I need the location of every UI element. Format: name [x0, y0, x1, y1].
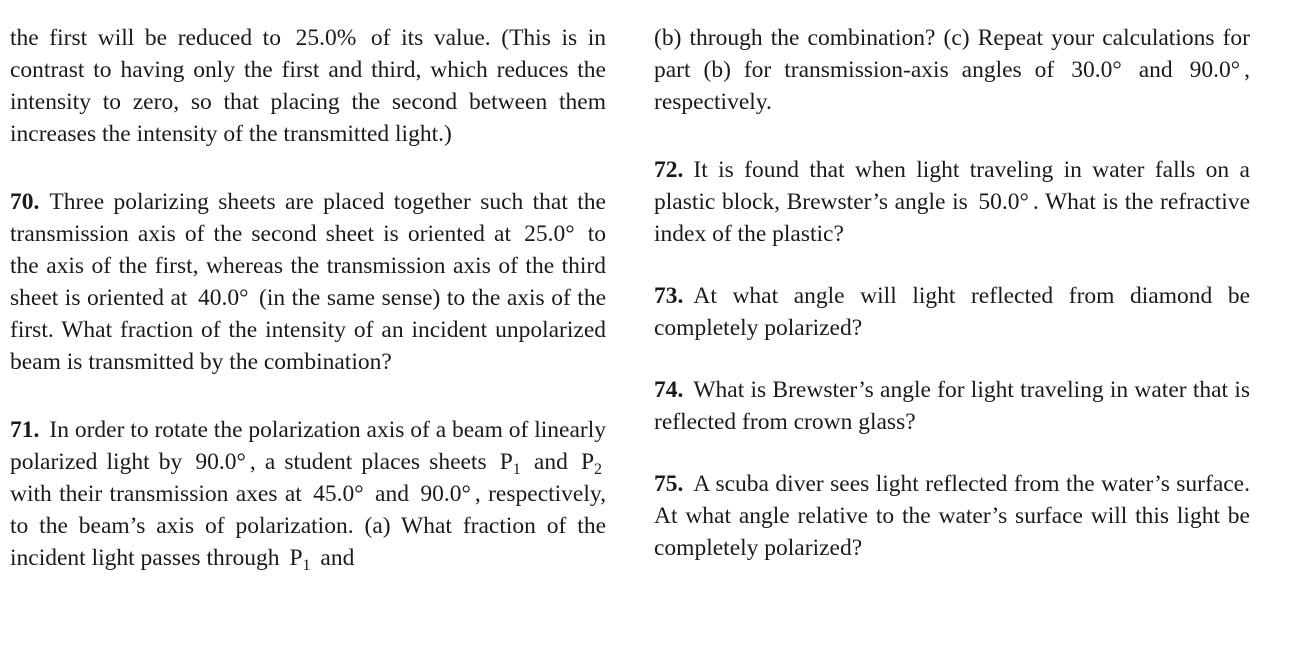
text: to the axis of the first, whereas the transmission axis of the third sheet is oriented at [10, 221, 606, 311]
text: At what angle will light reflected from diamond be completely polarized? [654, 283, 1250, 341]
text: and [375, 481, 409, 507]
text: Three polarizing sheets are placed together such that the transmission axis of the second sheet is oriented at [10, 189, 606, 247]
text: and [533, 449, 568, 475]
text: What is Brewster’s angle for light traveling in water that is reflected from crown glass? [654, 377, 1250, 435]
math-value: 90.0° [420, 481, 471, 507]
text: and [1138, 57, 1173, 83]
right-column [654, 22, 1250, 564]
math-value: 45.0° [313, 481, 364, 507]
problem-number: 70. [10, 189, 40, 215]
math-value: 50.0° [978, 189, 1029, 215]
math-value: 25.0% [295, 25, 357, 51]
text: the first will be reduced to [10, 25, 281, 51]
text: . What is the refractive index of the plastic? [654, 189, 1251, 247]
text: , respectively. [654, 57, 1251, 115]
text: of its value. (This is in contrast to having only the first and third, which reduces the intensity to zero, so that placing the second between them increases the intensity of the transmitted light.) [10, 25, 607, 147]
sheet-p1: $P_1$ [289, 545, 311, 574]
left-column [10, 22, 606, 574]
problem-number: 75. [654, 471, 684, 497]
problem-71 [10, 414, 606, 574]
sheet-p1: $P_1$ [499, 449, 521, 478]
problem-75 [654, 468, 1250, 564]
math-value: 25.0° [524, 221, 575, 247]
text: It is found that when light traveling in water falls on a plastic block, Brewster’s angle is [654, 157, 1250, 215]
text: , a student places sheets [249, 449, 487, 475]
problem-70 [10, 186, 606, 378]
text: with their transmission axes at [10, 481, 302, 507]
math-value: 40.0° [197, 285, 249, 311]
text: In order to rotate the polarization axis of a beam of linearly polarized light by [10, 417, 606, 475]
problem-number: 73. [654, 283, 684, 309]
problem-number: 72. [654, 157, 684, 183]
text: , respectively, to the beam’s axis of polarization. (a) What fraction of the incident light passes through [10, 481, 606, 571]
problem-71-continuation [654, 22, 1250, 118]
text: A scuba diver sees light reflected from the water’s surface. At what angle relative to the water’s surface will this light be completely polarized? [654, 471, 1250, 561]
problem-73 [654, 280, 1250, 344]
problem-74 [654, 374, 1250, 438]
paragraph-continuation [10, 22, 606, 150]
text: and [320, 545, 355, 571]
problem-number: 71. [10, 417, 40, 443]
text: (b) through the combination? (c) Repeat your calculations for part (b) for transmission-axis angles of [654, 25, 1250, 83]
math-value: 90.0° [1189, 57, 1241, 83]
problem-72 [654, 154, 1250, 250]
math-value: 30.0° [1071, 57, 1122, 83]
problem-number: 74. [654, 377, 684, 403]
math-value: 90.0° [195, 449, 246, 475]
sheet-p2: $P_2$ [580, 449, 603, 478]
text: (in the same sense) to the axis of the first. What fraction of the intensity of an incident unpolarized beam is transmitted by the combination? [10, 285, 607, 375]
